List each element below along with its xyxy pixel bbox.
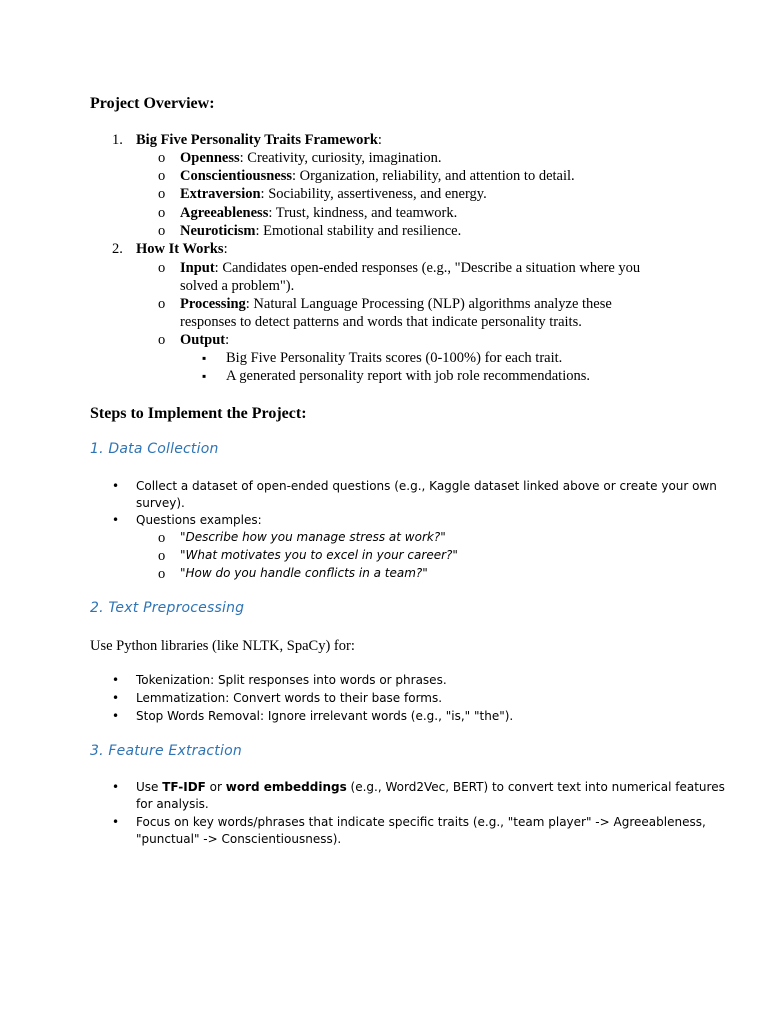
circle-marker: o (158, 332, 166, 348)
feature-bullet-2-line-2: "punctual" -> Conscientiousness). (136, 832, 342, 846)
data-collection-heading: 1. Data Collection (90, 441, 219, 457)
framework-title: Big Five Personality Traits Framework (136, 132, 378, 148)
circle-marker: o (158, 168, 166, 184)
bullet-marker: • (112, 815, 120, 829)
input-line-1: Input: Candidates open-ended responses (e.g., "Describe a situation where you (180, 260, 641, 276)
trait-extraversion: Extraversion: Sociability, assertiveness, and energy. (180, 186, 487, 202)
preprocessing-intro: Use Python libraries (like NLTK, SpaCy) for: (90, 638, 355, 654)
circle-marker: o (158, 566, 166, 582)
list-number-1: 1. (112, 132, 123, 148)
circle-marker: o (158, 296, 166, 312)
output-point-2: A generated personality report with job role recommendations. (226, 368, 591, 384)
framework-suffix: : (377, 132, 382, 148)
list-number-2: 2. (112, 241, 123, 257)
circle-marker: o (158, 186, 166, 202)
circle-marker: o (158, 205, 166, 221)
trait-conscientiousness: Conscientiousness: Organization, reliability, and attention to detail. (180, 168, 575, 184)
list-item-framework (136, 131, 382, 149)
circle-marker: o (158, 530, 166, 546)
feature-bullet-2-line-1: Focus on key words/phrases that indicate specific traits (e.g., "team player" -> Agreeableness, (136, 815, 706, 829)
list-item-how-it-works: How It Works: (136, 241, 228, 257)
question-example-1: "Describe how you manage stress at work?" (180, 530, 446, 544)
bullet-marker: • (112, 709, 120, 723)
processing-line-1: Processing: Natural Language Processing (NLP) algorithms analyze these (180, 296, 612, 312)
bullet-marker: • (112, 479, 120, 493)
data-bullet-1-line-1: Collect a dataset of open-ended questions (e.g., Kaggle dataset linked above or create your own (136, 479, 717, 493)
preprocessing-bullet-1: Tokenization: Split responses into words or phrases. (136, 673, 447, 687)
data-bullet-1-line-2: survey). (136, 496, 185, 510)
preprocessing-bullet-3: Stop Words Removal: Ignore irrelevant words (e.g., "is," "the"). (136, 709, 514, 723)
bullet-marker: • (112, 691, 120, 705)
question-example-2: "What motivates you to excel in your career?" (180, 548, 458, 562)
trait-agreeableness: Agreeableness: Trust, kindness, and teamwork. (180, 205, 458, 221)
text-preprocessing-heading: 2. Text Preprocessing (90, 600, 245, 616)
circle-marker: o (158, 548, 166, 564)
square-marker: ▪ (202, 351, 207, 365)
trait-neuroticism: Neuroticism: Emotional stability and resilience. (180, 223, 462, 239)
feature-bullet-1-line-2: for analysis. (136, 797, 209, 811)
processing-line-2: responses to detect patterns and words that indicate personality traits. (180, 314, 582, 330)
data-bullet-2: Questions examples: (136, 513, 262, 527)
overview-heading: Project Overview: (90, 95, 215, 112)
square-marker: ▪ (202, 369, 207, 383)
question-example-3: "How do you handle conflicts in a team?" (180, 566, 428, 580)
circle-marker: o (158, 260, 166, 276)
feature-extraction-heading: 3. Feature Extraction (90, 743, 242, 759)
trait-openness: Openness: Creativity, curiosity, imagination. (180, 150, 442, 166)
output-label: Output: (180, 332, 230, 348)
circle-marker: o (158, 150, 166, 166)
bullet-marker: • (112, 780, 120, 794)
circle-marker: o (158, 223, 166, 239)
input-line-2: solved a problem"). (180, 278, 295, 294)
bullet-marker: • (112, 513, 120, 527)
preprocessing-bullet-2: Lemmatization: Convert words to their base forms. (136, 691, 443, 705)
steps-heading: Steps to Implement the Project: (90, 405, 307, 422)
feature-bullet-1-line-1: Use TF-IDF or word embeddings (e.g., Word2Vec, BERT) to convert text into numerical features (136, 780, 725, 794)
output-point-1: Big Five Personality Traits scores (0-100%) for each trait. (226, 350, 563, 366)
bullet-marker: • (112, 673, 120, 687)
